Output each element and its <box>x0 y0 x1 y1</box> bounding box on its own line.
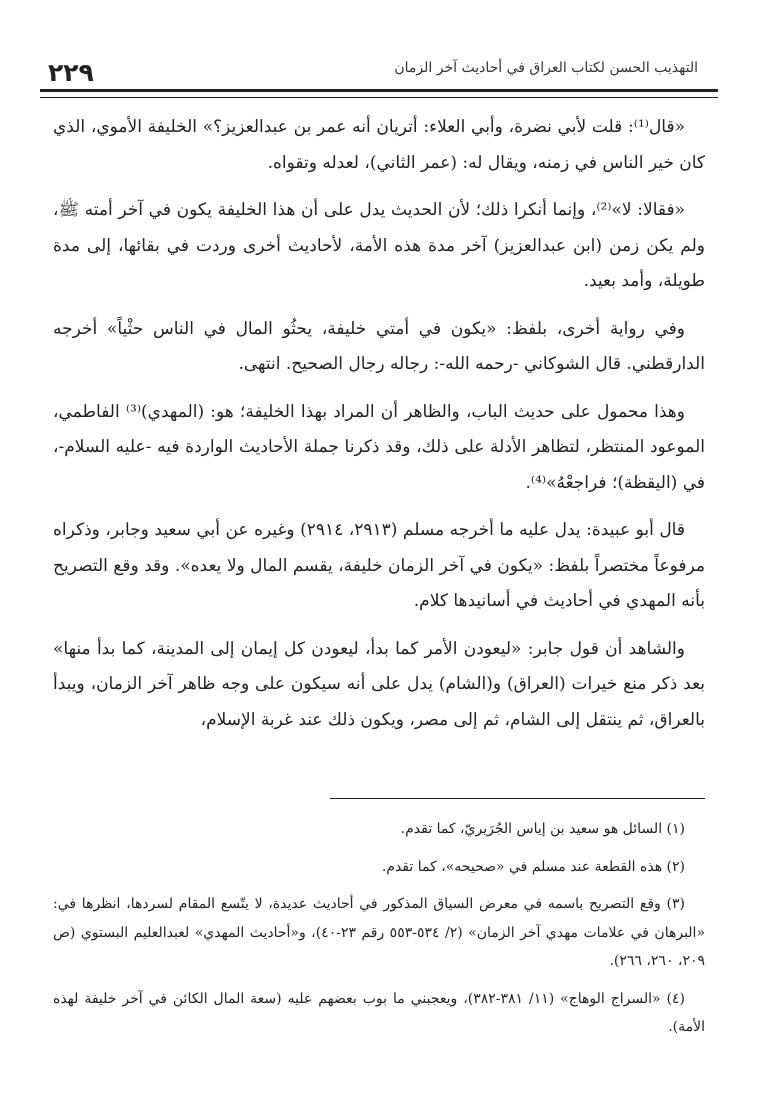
header-rule <box>40 89 718 92</box>
paragraph: وهذا محمول على حديث الباب، والظاهر أن المراد بهذا الخليفة؛ هو: (المهدي)⁽³⁾ الفاطمي، الموعود المنتظر، لتظاهر الأدلة على ذلك، وقد ذكرنا جملة الأحاديث الواردة فيه -عليه السلام-، في (اليقظة)؛ فراجعْهُ»⁽⁴⁾. <box>53 401 705 493</box>
paragraph: قال أبو عبيدة: يدل عليه ما أخرجه مسلم (٢٩١٣، ٢٩١٤) وغيره عن أبي سعيد وجابر، وذكراه مرفوعاً مختصراً بلفظ: «يكون في آخر الزمان خليفة، يقسم المال ولا يعده». وقد وقع التصريح بأنه المهدي في أحاديث في أسانيدها كلام. <box>53 520 705 611</box>
paragraph: والشاهد أن قول جابر: «ليعودن الأمر كما بدأ، ليعودن كل إيمان إلى المدينة، كما بدأ منها» بعد ذكر منع خيرات (العراق) و(الشام) يدل على أنه سيكون على وجه ظاهر آخر الزمان، ويبدأ بالعراق، ثم ينتقل إلى الشام، ثم إلى مصر، ويكون ذلك عند غربة الإسلام، <box>53 638 705 730</box>
header-rule-thin <box>40 97 718 98</box>
footnote: (٤) «السراج الوهاج» (١١/ ٣٨١-٣٨٢)، ويعجبني ما بوب بعضهم عليه (سعة المال الكائن في آخر خليفة لهذه الأمة). <box>53 990 705 1035</box>
paragraph: «فقالا: لا»⁽²⁾، وإنما أنكرا ذلك؛ لأن الحديث يدل على أن هذا الخليفة يكون في آخر أمته ﷺ، ولم يكن زمن (ابن عبدالعزيز) آخر مدة هذه الأمة، لأحاديث أخرى وردت في بقائها، إلى مدة طويلة، وأمد بعيد. <box>53 200 705 291</box>
running-title: التهذيب الحسن لكتاب العراق في أحاديث آخر الزمان <box>394 60 698 76</box>
paragraph: وفي رواية أخرى، بلفظ: «يكون في أمتي خليفة، يحثُو المال في الناس حثْياً» أخرجه الدارقطني. قال الشوكاني -رحمه الله-: رجاله رجال الصحيح. انتهى. <box>53 318 705 374</box>
footnotes <box>53 815 705 1051</box>
page-header <box>40 52 718 92</box>
main-text <box>53 110 705 750</box>
footnote: (١) السائل هو سعيد بن إياس الجُرَيريّ، كما تقدم. <box>400 821 685 837</box>
footnote: (٣) وقع التصريح باسمه في معرض السياق المذكور في أحاديث عديدة، لا يتّسع المقام لسردها، انظرها في: «البرهان في علامات مهدي آخر الزمان» (٢/ ٥٣٤-٥٥٣ رقم ٢٣-٤٠)، و«أحاديث المهدي» لعبدالعليم البستوي (ص ٢٠٩، ٢٦٠، ٢٦٦). <box>53 896 706 969</box>
footnote: (٢) هذه القطعة عند مسلم في «صحيحه»، كما تقدم. <box>381 858 685 875</box>
paragraph: «قال⁽¹⁾: قلت لأبي نضرة، وأبي العلاء: أتريان أنه عمر بن عبدالعزيز؟» الخليفة الأموي، الذي كان خير الناس في زمنه، ويقال له: (عمر الثاني)، لعدله وتقواه. <box>53 117 705 173</box>
footnote-separator <box>330 798 705 799</box>
page-number: ٢٢٩ <box>48 58 94 87</box>
